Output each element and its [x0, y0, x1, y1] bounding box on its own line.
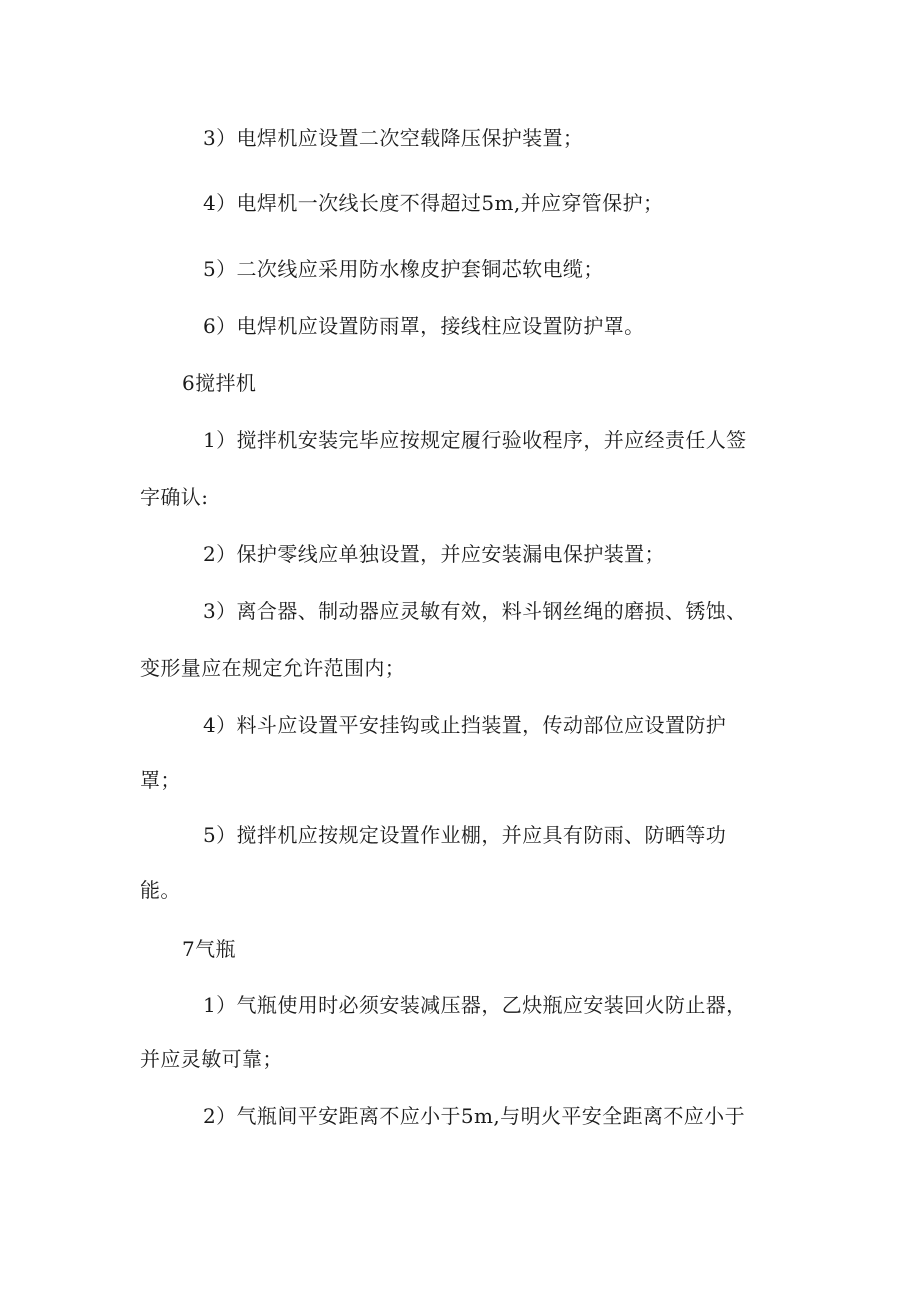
- section-heading-mixer: 6搅拌机: [182, 371, 257, 395]
- welder-item-3: 3）电焊机应设置二次空载降压保护装置；: [203, 126, 584, 150]
- mixer-item-3-continued: 变形量应在规定允许范围内；: [140, 656, 406, 680]
- mixer-item-5: 5）搅拌机应按规定设置作业棚，并应具有防雨、防晒等功: [203, 823, 727, 847]
- mixer-item-1: 1）搅拌机安装完毕应按规定履行验收程序，并应经责任人签: [203, 428, 747, 452]
- cylinder-item-2: 2）气瓶间平安距离不应小于5m,与明火平安全距离不应小于: [203, 1104, 745, 1128]
- mixer-item-1-continued: 字确认:: [140, 485, 209, 509]
- mixer-item-5-continued: 能。: [140, 878, 181, 902]
- mixer-item-3: 3）离合器、制动器应灵敏有效，料斗钢丝绳的磨损、锈蚀、: [203, 599, 747, 623]
- welder-item-6: 6）电焊机应设置防雨罩，接线柱应设置防护罩。: [203, 314, 645, 338]
- mixer-item-4-continued: 罩；: [140, 768, 181, 792]
- mixer-item-2: 2）保护零线应单独设置，并应安装漏电保护装置；: [203, 542, 665, 566]
- welder-item-5: 5）二次线应采用防水橡皮护套铜芯软电缆；: [203, 257, 604, 281]
- cylinder-item-1: 1）气瓶使用时必须安装减压器，乙炔瓶应安装回火防止器，: [203, 993, 747, 1017]
- section-heading-gas-cylinder: 7气瓶: [182, 937, 236, 961]
- mixer-item-4: 4）料斗应设置平安挂钩或止挡装置，传动部位应设置防护: [203, 713, 727, 737]
- welder-item-4: 4）电焊机一次线长度不得超过5m,并应穿管保护；: [203, 191, 664, 215]
- cylinder-item-1-continued: 并应灵敏可靠；: [140, 1047, 283, 1071]
